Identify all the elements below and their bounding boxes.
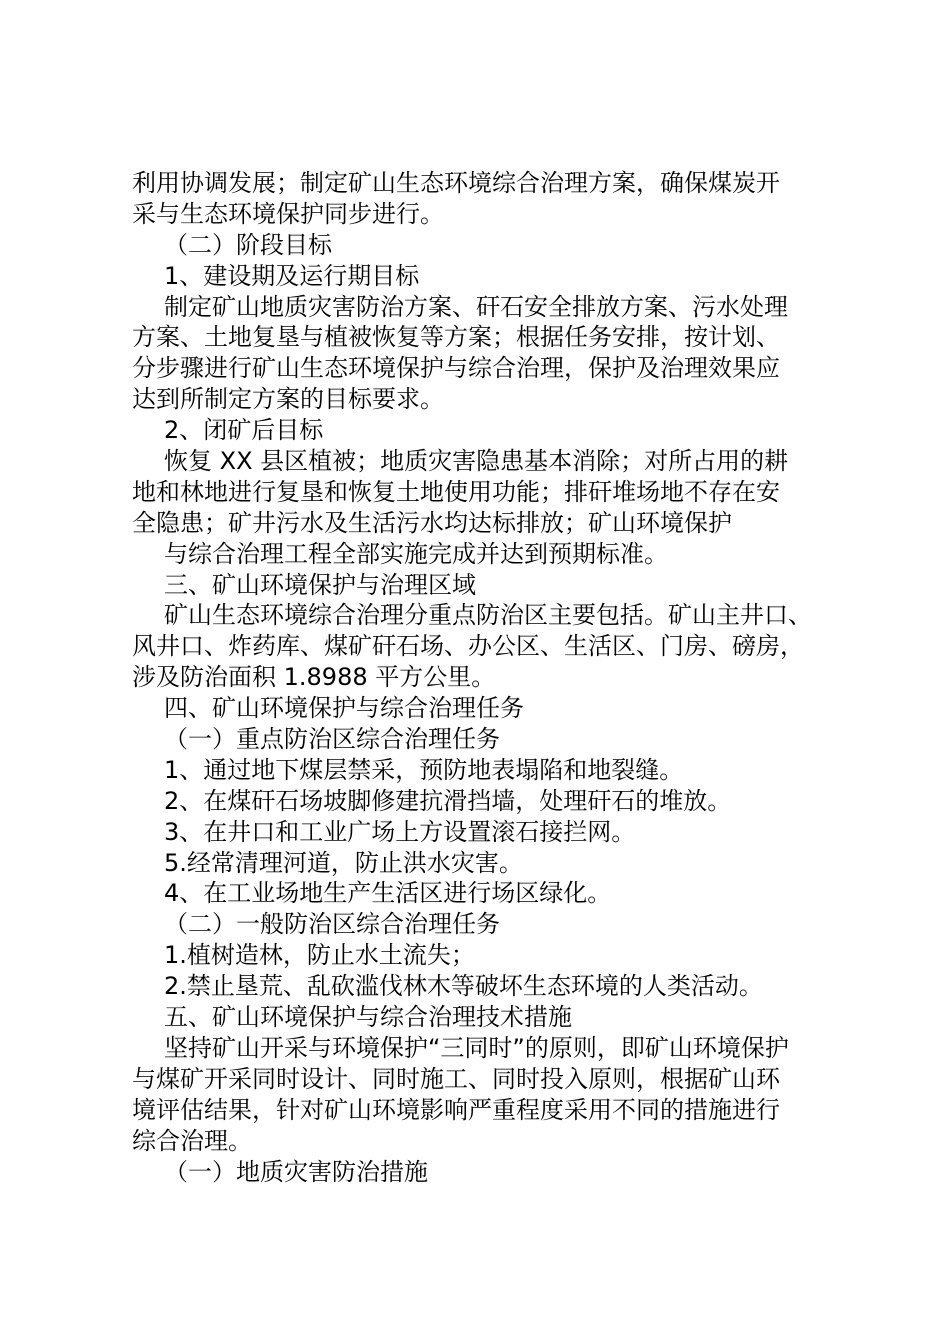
text-line: （二）一般防治区综合治理任务 [164, 910, 500, 939]
text-line: 恢复 XX 县区植被；地质灾害隐患基本消除；对所占用的耕 [164, 447, 789, 476]
text-line: （一）地质灾害防治措施 [164, 1157, 428, 1186]
text-line: 3、在井口和工业广场上方设置滚石接拦网。 [164, 817, 636, 846]
text-line: 2.禁止垦荒、乱砍滥伐林木等破坏生态环境的人类活动。 [164, 972, 763, 1001]
text-line: 1、建设期及运行期目标 [164, 261, 420, 290]
text-line: 制定矿山地质灾害防治方案、矸石安全排放方案、污水处理 [164, 292, 788, 321]
text-line: 方案、土地复垦与植被恢复等方案；根据任务安排，按计划、 [132, 323, 780, 352]
text-line: 5.经常清理河道，防止洪水灾害。 [164, 848, 523, 877]
text-line: 与煤矿开采同时设计、同时施工、同时投入原则，根据矿山环 [132, 1064, 780, 1093]
text-line: 2、在煤矸石场坡脚修建抗滑挡墙，处理矸石的堆放。 [164, 786, 732, 815]
text-line: 4、在工业场地生产生活区进行场区绿化。 [164, 879, 612, 908]
text-line: 全隐患；矿井污水及生活污水均达标排放；矿山环境保护 [132, 508, 732, 537]
text-line: 五、矿山环境保护与综合治理技术措施 [164, 1003, 572, 1032]
text-line: 综合治理。 [132, 1126, 252, 1155]
document-body [132, 168, 832, 1187]
text-line: 坚持矿山开采与环境保护“三同时”的原则，即矿山环境保护 [164, 1033, 789, 1062]
text-line: 2、闭矿后目标 [164, 416, 324, 445]
text-line: 达到所制定方案的目标要求。 [132, 385, 444, 414]
text-line: 利用协调发展；制定矿山生态环境综合治理方案，确保煤炭开 [132, 169, 780, 197]
text-line: 四、矿山环境保护与综合治理任务 [164, 694, 524, 723]
text-line: 矿山生态环境综合治理分重点防治区主要包括。矿山主井口、 [164, 601, 812, 630]
text-line: 境评估结果，针对矿山环境影响严重程度采用不同的措施进行 [132, 1095, 780, 1124]
text-line: 风井口、炸药库、煤矿矸石场、办公区、生活区、门房、磅房， [132, 632, 804, 661]
text-line: 三、矿山环境保护与治理区域 [164, 570, 476, 599]
text-line: 与综合治理工程全部实施完成并达到预期标准。 [164, 539, 668, 568]
text-line: 地和林地进行复垦和恢复土地使用功能；排矸堆场地不存在安 [132, 477, 780, 506]
text-line: （一）重点防治区综合治理任务 [164, 725, 500, 754]
text-line: 1、通过地下煤层禁采，预防地表塌陷和地裂缝。 [164, 755, 684, 784]
text-line: 分步骤进行矿山生态环境保护与综合治理，保护及治理效果应 [132, 354, 780, 383]
text-line: 采与生态环境保护同步进行。 [132, 199, 444, 228]
text-line: 涉及防治面积 1.8988 平方公里。 [132, 663, 496, 692]
text-line: 1.植树造林，防止水土流失； [164, 941, 475, 970]
text-line: （二）阶段目标 [164, 230, 332, 259]
